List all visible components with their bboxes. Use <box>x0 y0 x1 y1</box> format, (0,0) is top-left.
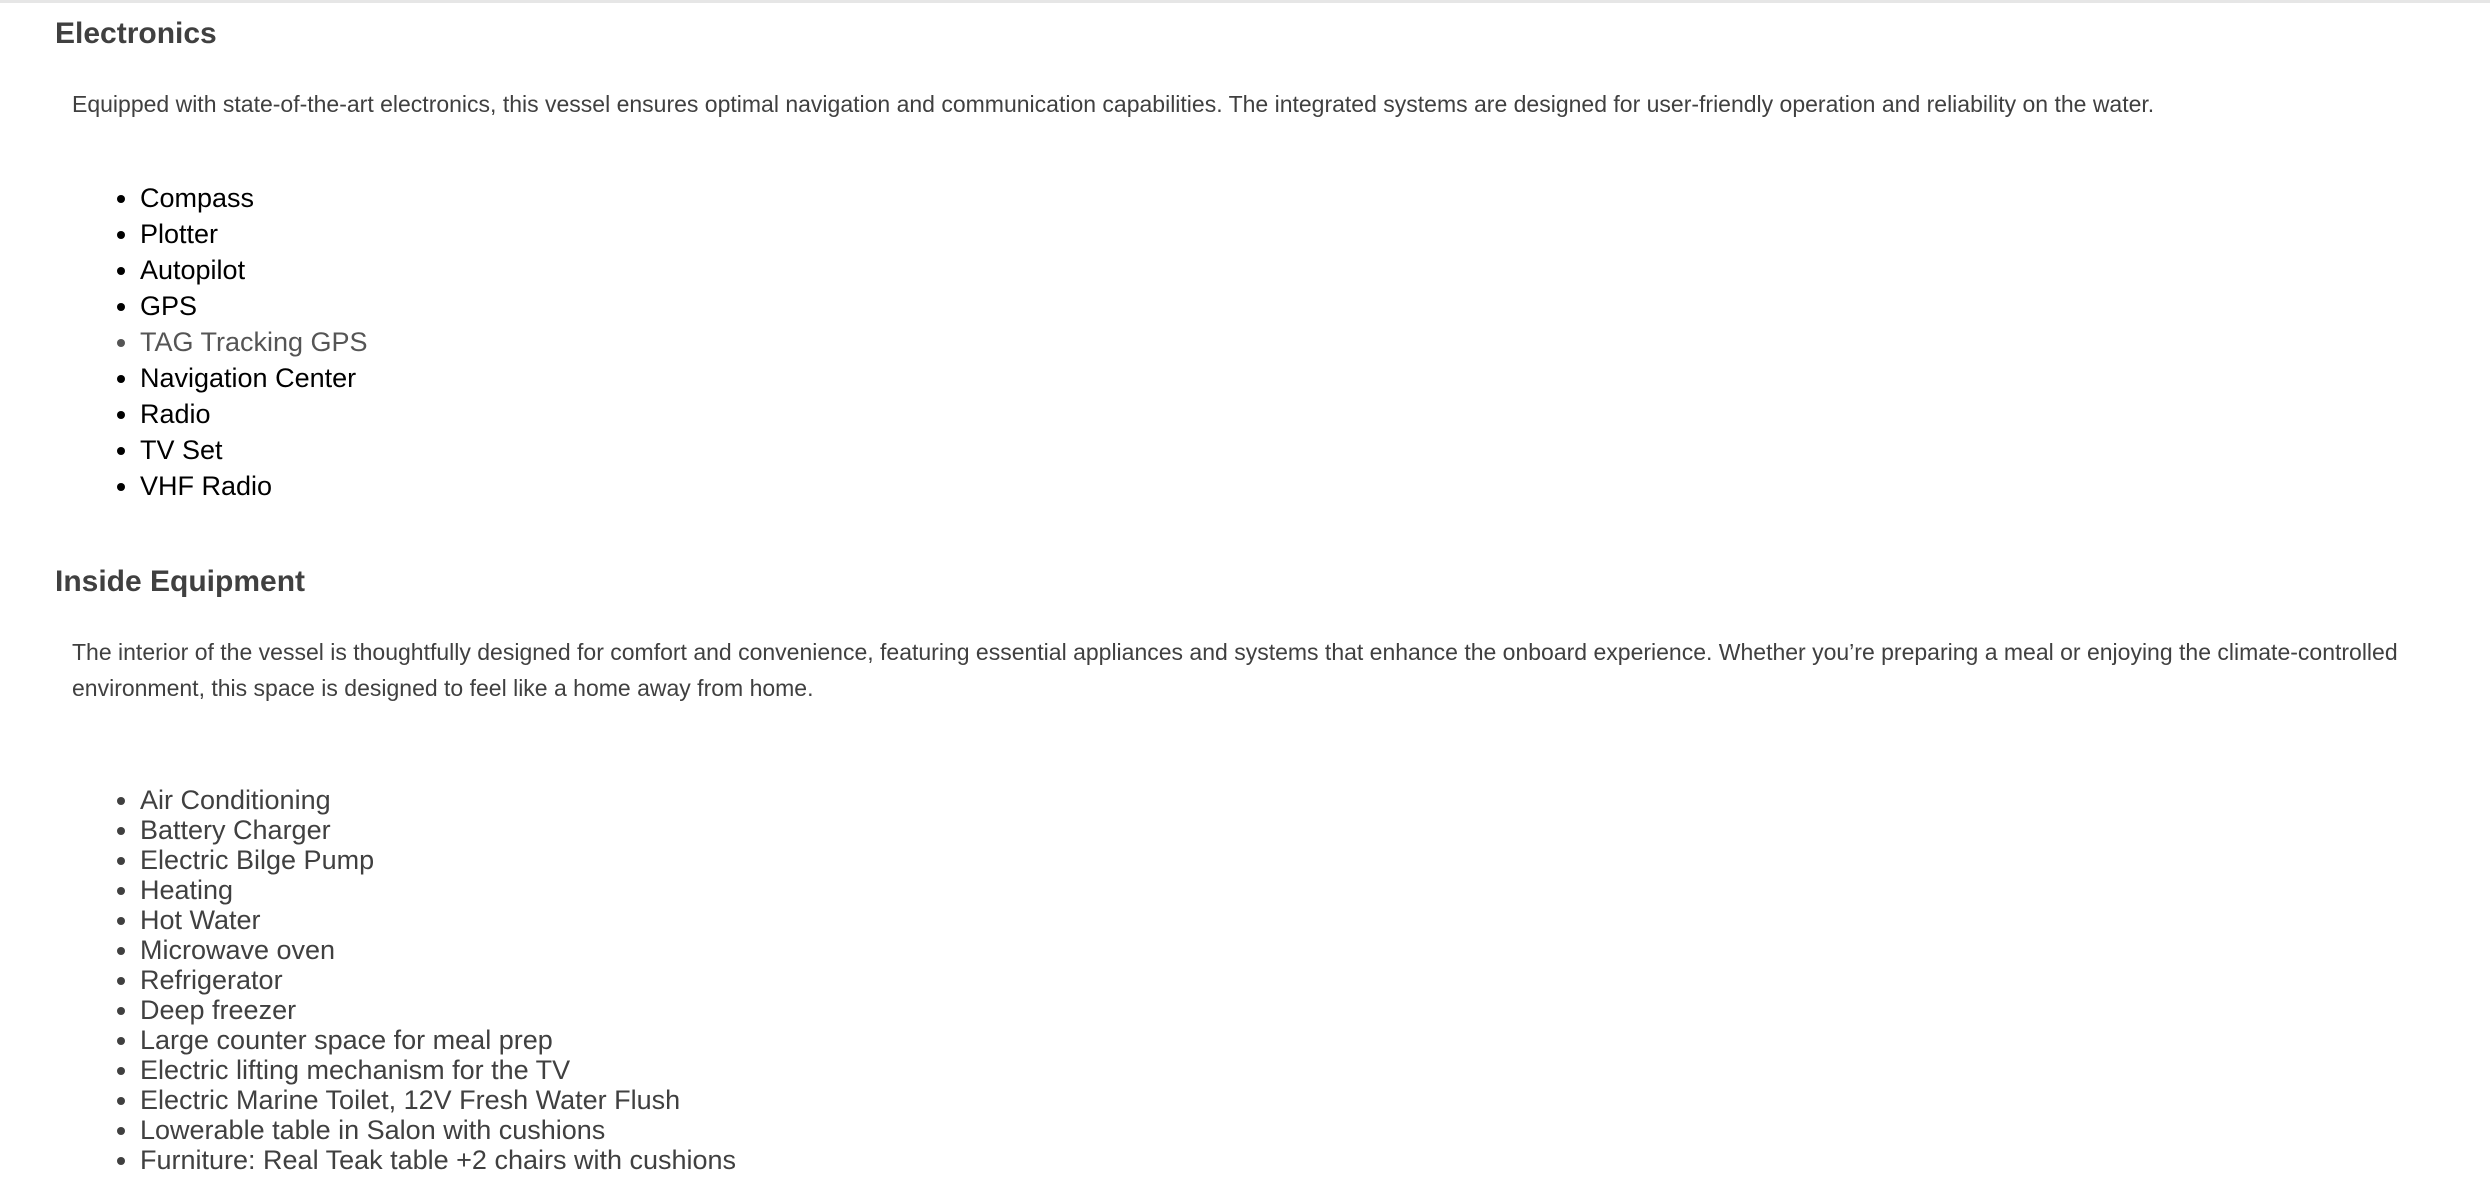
electronics-item-vhf-radio: • VHF Radio <box>140 468 368 504</box>
electronics-item-navigation-center: • Navigation Center <box>140 360 368 396</box>
inside-item-tv-lift: • Electric lifting mechanism for the TV <box>140 1055 736 1085</box>
inside-item-electric-bilge-pump: • Electric Bilge Pump <box>140 845 736 875</box>
electronics-heading: Electronics <box>55 17 217 50</box>
inside-item-counter-space: • Large counter space for meal prep <box>140 1025 736 1055</box>
inside-item-air-conditioning: • Air Conditioning <box>140 785 736 815</box>
electronics-item-gps: • GPS <box>140 288 368 324</box>
electronics-item-autopilot: • Autopilot <box>140 252 368 288</box>
electronics-description: Equipped with state-of-the-art electronics, this vessel ensures optimal navigation and communication capabilities. The integrated systems are designed for user-friendly operation and reliability on the water. <box>72 91 2155 117</box>
electronics-item-compass: • Compass <box>140 180 368 216</box>
electronics-item-plotter: • Plotter <box>140 216 368 252</box>
inside-item-battery-charger: • Battery Charger <box>140 815 736 845</box>
electronics-item-tv-set: • TV Set <box>140 432 368 468</box>
inside-item-marine-toilet: • Electric Marine Toilet, 12V Fresh Water Flush <box>140 1085 736 1115</box>
inside-item-heating: • Heating <box>140 875 736 905</box>
inside-equipment-heading: Inside Equipment <box>55 565 306 598</box>
inside-item-microwave-oven: • Microwave oven <box>140 935 736 965</box>
inside-item-teak-furniture: • Furniture: Real Teak table +2 chairs with cushions <box>140 1145 736 1175</box>
top-divider <box>0 0 2490 3</box>
electronics-list <box>55 180 368 504</box>
inside-item-deep-freezer: • Deep freezer <box>140 995 736 1025</box>
inside-item-hot-water: • Hot Water <box>140 905 736 935</box>
electronics-item-tag-tracking-gps: • TAG Tracking GPS <box>140 324 368 360</box>
inside-equipment-description: The interior of the vessel is thoughtfully designed for comfort and convenience, featuring essential appliances and systems that enhance the onboard experience. Whether you’re preparing a meal or enjoying the climate-controlled environment, this space is designed to feel like a home away from home. <box>72 639 2398 701</box>
inside-item-refrigerator: • Refrigerator <box>140 965 736 995</box>
inside-equipment-list <box>55 785 736 1175</box>
electronics-item-radio: • Radio <box>140 396 368 432</box>
inside-item-lowerable-table: • Lowerable table in Salon with cushions <box>140 1115 736 1145</box>
